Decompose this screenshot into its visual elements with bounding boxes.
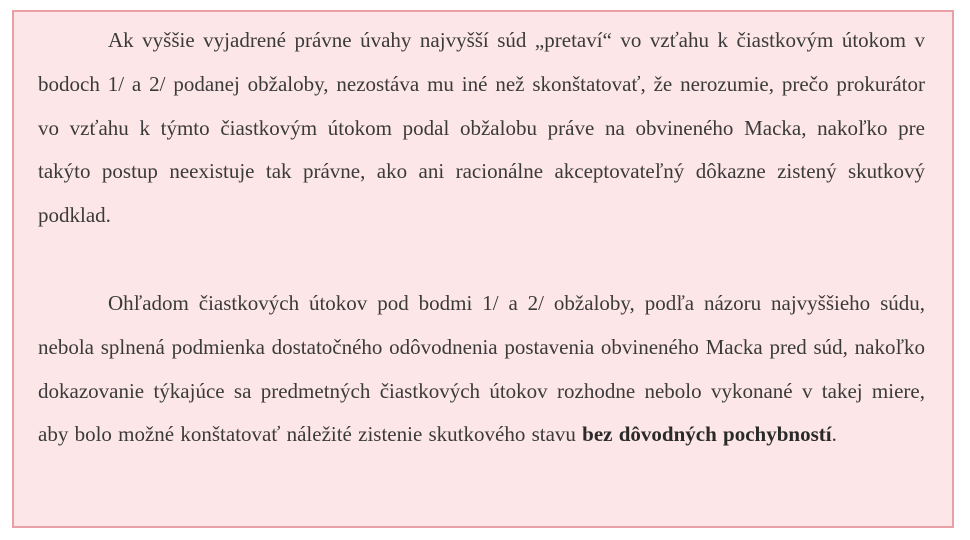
paragraph-2-bold-phrase: bez dôvodných pochybností: [582, 422, 832, 447]
quote-box: [12, 10, 954, 528]
paragraph-2-end: .: [831, 422, 837, 447]
paragraph-1: [38, 19, 925, 238]
paragraph-1-text: Ak vyššie vyjadrené právne úvahy najvyšší súd „pretaví“ vo vzťahu k čiastkovým útokom v bodoch 1/ a 2/ podanej obžaloby, nezostáva mu iné než skonštatovať, že nerozumie, prečo prokurátor vo vzťahu k týmto čiastkovým útokom podal obžalobu práve na obvineného Macka, nakoľko pre takýto postup neexistuje tak právne, ako ani racionálne akceptovateľný dôkazne zistený skutkový podklad.: [38, 28, 925, 228]
paragraph-2: [38, 282, 925, 457]
paragraph-2-text: Ohľadom čiastkových útokov pod bodmi 1/ a 2/ obžaloby, podľa názoru najvyššieho súdu, nebola splnená podmienka dostatočného odôvodnenia postavenia obvineného Macka pred súd, nakoľko dokazovanie týkajúce sa predmetných čiastkových útokov rozhodne nebolo vykonané v takej miere, aby bolo možné konštatovať náležité zistenie skutkového stavu: [38, 291, 925, 447]
